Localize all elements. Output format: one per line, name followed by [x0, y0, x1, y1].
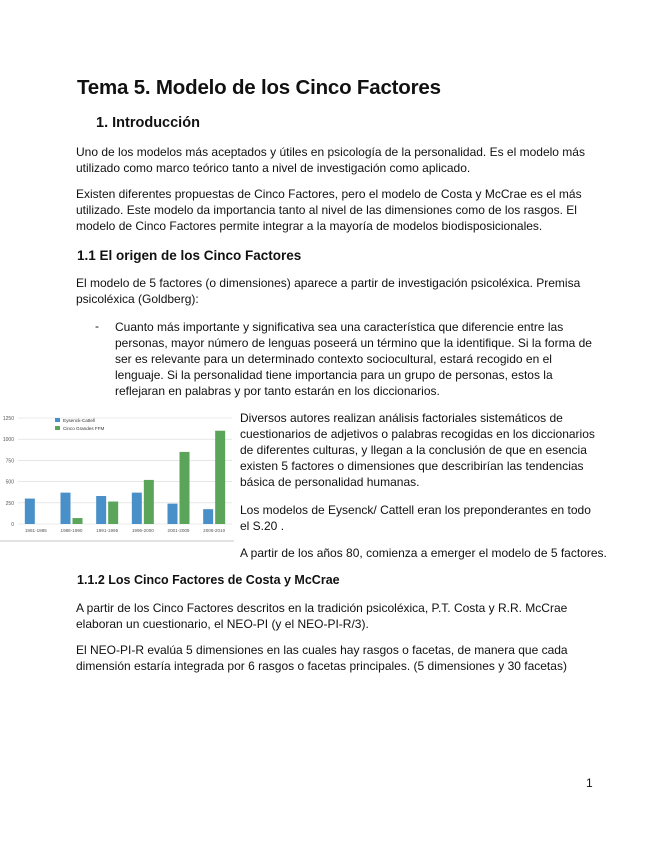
- bar-eysenck-cattell-2: [96, 496, 106, 524]
- bar-cinco-grandes-5: [215, 431, 225, 524]
- y-tick-label: 500: [5, 479, 14, 486]
- page-title: Tema 5. Modelo de los Cinco Factores: [77, 76, 441, 99]
- legend-swatch: [55, 418, 60, 422]
- costa-paragraph-2: El NEO-PI-R evalúa 5 dimensiones en las cuales hay rasgos o facetas, de manera que cada dimensión estaría integrada por 6 rasgos o facetas principales. (5 dimensiones y 30 facetas): [76, 643, 568, 673]
- bar-eysenck-cattell-5: [203, 509, 213, 524]
- y-tick-label: 0: [11, 522, 14, 528]
- bar-eysenck-cattell-0: [25, 499, 35, 524]
- x-tick-label: 2001-2005: [167, 528, 190, 533]
- bar-chart: [0, 410, 234, 542]
- origen-paragraph-4: A partir de los años 80, comienza a emerger el modelo de 5 factores.: [240, 546, 607, 560]
- x-tick-label: 1991-1995: [96, 528, 119, 533]
- y-tick-label: 250: [5, 500, 14, 507]
- intro-paragraph-1: Uno de los modelos más aceptados y útiles en psicología de la personalidad. Es el modelo más utilizado como marco teórico tanto a nivel de investigación como aplicado.: [76, 145, 585, 175]
- origen-paragraph-3: Los modelos de Eysenck/ Cattell eran los preponderantes en todo el S.20 .: [240, 503, 591, 533]
- x-tick-label: 1996-2000: [131, 528, 154, 533]
- legend-label: Eysenck-Cattell: [63, 418, 95, 423]
- page-number: 1: [586, 776, 593, 790]
- bar-cinco-grandes-2: [108, 502, 118, 524]
- bar-eysenck-cattell-1: [61, 493, 71, 524]
- bar-cinco-grandes-1: [73, 518, 83, 524]
- y-tick-label: 1250: [2, 416, 14, 422]
- origen-paragraph-2: Diversos autores realizan análisis factoriales sistemáticos de cuestionarios de adjetivos o palabras recogidas en los diccionarios de diferentes culturas, y llegan a la conclusión de que en esencia existen 5 factores o dimensiones que describirían las tendencias básica de personalidad humanas.: [240, 411, 595, 489]
- x-tick-label: 1986-1990: [60, 528, 83, 533]
- origen-paragraph-1: El modelo de 5 factores (o dimensiones) aparece a partir de investigación psicoléxica. Premisa psicoléxica (Goldberg):: [76, 276, 581, 306]
- section-heading-introduccion: 1. Introducción: [96, 115, 200, 131]
- bar-eysenck-cattell-4: [168, 504, 178, 524]
- bar-cinco-grandes-3: [144, 480, 154, 524]
- bar-cinco-grandes-4: [180, 452, 190, 524]
- section-heading-origen: 1.1 El origen de los Cinco Factores: [77, 248, 302, 263]
- costa-paragraph-1: A partir de los Cinco Factores descritos en la tradición psicoléxica, P.T. Costa y R.R. McCrae elaboran un cuestionario, el NEO-PI (y el NEO-PI-R/3).: [76, 601, 568, 631]
- y-tick-label: 1000: [2, 437, 14, 444]
- x-tick-label: 2006-2010: [203, 528, 226, 533]
- section-heading-costa-mccrae: 1.1.2 Los Cinco Factores de Costa y McCrae: [77, 573, 340, 587]
- bar-eysenck-cattell-3: [132, 493, 142, 524]
- x-tick-label: 1981-1985: [24, 528, 47, 533]
- bullet-marker: -: [95, 319, 99, 333]
- y-tick-label: 750: [5, 458, 14, 465]
- legend-swatch: [55, 426, 60, 430]
- bullet-text: Cuanto más importante y significativa sea una característica que diferencie entre las personas, mayor número de lenguas poseerá un término que la identifique. Si la forma de ser es relevante para un determinado contexto sociocultural, estará recogido en el lenguaje. Si la personalidad tiene importancia para un grupo de personas, estos la reflejaran en palabras y por tanto estarán en los diccionarios.: [115, 320, 592, 398]
- intro-paragraph-2: Existen diferentes propuestas de Cinco Factores, pero el modelo de Costa y McCrae es el más utilizado. Este modelo da importancia tanto al nivel de las dimensiones como de los rasgos. El modelo de Cinco Factores permite integrar a la mayoría de modelos biodisposicionales.: [76, 187, 582, 233]
- legend-label: Cinco Grandes FFM: [63, 426, 105, 431]
